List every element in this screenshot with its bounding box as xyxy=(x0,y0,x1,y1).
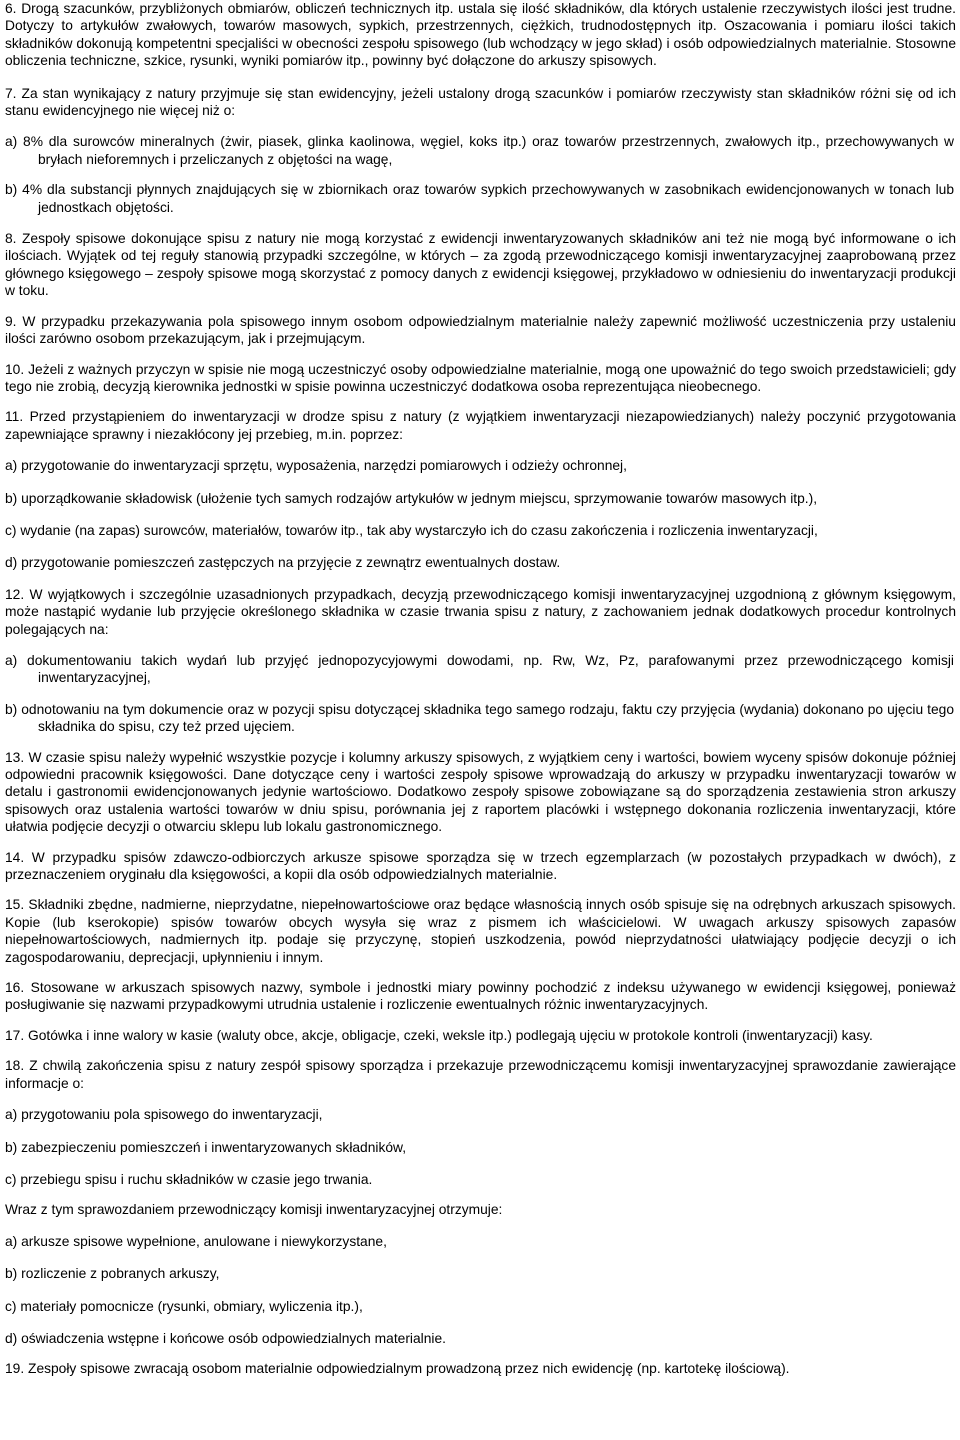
paragraph-12-item-b: b) odnotowaniu na tym dokumencie oraz w pozycji spisu dotyczącej składnika tego samego rodzaju, faktu czy przyjęcia (wydania) dokonano po ujęciu tego składnika do spisu, czy też przed ujęciem. xyxy=(5,701,954,735)
paragraph-11-item-b: b) uporządkowanie składowisk (ułożenie tych samych rodzajów artykułów w jednym miejscu, sprzymowanie towarów masowych itp.), xyxy=(5,490,818,506)
paragraph-18-received-item-c: c) materiały pomocnicze (rysunki, obmiary, wyliczenia itp.), xyxy=(5,1298,363,1314)
paragraph-7-item-a: a) 8% dla surowców mineralnych (żwir, piasek, glinka kaolinowa, węgiel, koks itp.) oraz towarów przestrzennych, zwałowych itp., przechowywanych w bryłach nieforemnych i przeliczanych z objętości na wagę, xyxy=(5,134,954,167)
paragraph-18-received-item-b: b) rozliczenie z pobranych arkuszy, xyxy=(5,1266,220,1282)
paragraph-11-item-c: c) wydanie (na zapas) surowców, materiałów, towarów itp., tak aby wystarczyło ich do czasu zakończenia i rozliczenia inwentaryzacji, xyxy=(5,522,818,538)
paragraph-16: 16. Stosowane w arkuszach spisowych nazwy, symbole i jednostki miary powinny pochodzić z indeksu używanego w ewidencji księgowej, ponieważ posługiwanie się nazwami przypadkowymi utrudnia ustalenie i rozliczenie ewentualnych różnic inwentaryzacyjnych. xyxy=(5,980,956,1013)
paragraph-18-item-c: c) przebiegu spisu i ruchu składników w czasie jego trwania. xyxy=(5,1171,373,1187)
paragraph-18-item-a: a) przygotowaniu pola spisowego do inwentaryzacji, xyxy=(5,1107,323,1123)
paragraph-18-item-b: b) zabezpieczeniu pomieszczeń i inwentaryzowanych składników, xyxy=(5,1139,407,1155)
paragraph-9: 9. W przypadku przekazywania pola spisowego innym osobom odpowiedzialnym materialnie należy zapewnić możliwość uczestniczenia przy ustaleniu ilości zarówno osobom przekazującym, jak i przejmującym. xyxy=(5,313,956,347)
paragraph-15: 15. Składniki zbędne, nadmierne, nieprzydatne, niepełnowartościowe oraz będące własnością innych osób spisuje się na odrębnych arkuszach spisowych. Kopie (lub kserokopie) spisów towarów obcych wysyła się wraz z pismem ich właścicielowi. W uwagach arkuszy spisowych zapasów niepełnowartościowych, nadmiernych itp. podaje się przyczynę, stopień uszkodzenia, powód nieprzydatności ułatwiający podjęcie decyzji o ich zagospodarowaniu, deprecjacji, upłynnieniu i innym. xyxy=(5,897,956,965)
paragraph-11-item-d: d) przygotowanie pomieszczeń zastępczych na przyjęcie z zewnątrz ewentualnych dostaw. xyxy=(5,555,561,571)
paragraph-8: 8. Zespoły spisowe dokonujące spisu z natury nie mogą korzystać z ewidencji inwentaryzowanych składników ani też nie mogą być informowane o ich ilościach. Wyjątek od tej reguły stanowią przypadki szczególne, w których – za zgodą przewodniczącego komisji inwentaryzacyjnej zaaprobowaną przez głównego księgowego – zespoły spisowe mogą skorzystać z pomocy danych z ewidencji księgowej, przykładowo w odniesieniu do inwentaryzacji produkcji w toku. xyxy=(5,231,956,299)
paragraph-10: 10. Jeżeli z ważnych przyczyn w spisie nie mogą uczestniczyć osoby odpowiedzialne materialnie, mogą one upoważnić do tego swoich przedstawicieli; gdy tego nie zrobią, decyzją kierownika jednostki w spisie powinna uczestniczyć dodatkowa osoba reprezentująca nieobecnego. xyxy=(5,361,956,394)
paragraph-11: 11. Przed przystąpieniem do inwentaryzacji w drodze spisu z natury (z wyjątkiem inwentaryzacji niezapowiedzianych) należy poczynić przygotowania zapewniające sprawny i niezakłócony jej przebieg, m.in. poprzez: xyxy=(5,409,956,442)
paragraph-7: 7. Za stan wynikający z natury przyjmuje się stan ewidencyjny, jeżeli ustalony drogą szacunków i pomiarów rzeczywisty stan składników różni się od ich stanu ewidencyjnego nie więcej niż o: xyxy=(5,85,956,119)
paragraph-18-received-item-d: d) oświadczenia wstępne i końcowe osób odpowiedzialnych materialnie. xyxy=(5,1330,446,1346)
paragraph-19: 19. Zespoły spisowe zwracają osobom materialnie odpowiedzialnym prowadzoną przez nich ewidencję (np. kartotekę ilościową). xyxy=(5,1361,790,1377)
paragraph-12-item-a: a) dokumentowaniu takich wydań lub przyjęć jednopozycyjowymi dowodami, np. Rw, Wz, Pz, parafowanymi przez przewodniczącego komisji inwentaryzacyjnej, xyxy=(5,652,954,686)
paragraph-6: 6. Drogą szacunków, przybliżonych obmiarów, obliczeń technicznych itp. ustala się ilość składników, dla których ustalenie rzeczywistych ilości jest trudne. Dotyczy to artykułów zwałowych, towarów masowych, sypkich, przestrzennych, ciężkich, trudnodostępnych itp. Oszacowania i pomiaru ilości takich składników dokonują kompetentni specjaliści w obecności zespołu spisowego (lub wchodzący w jego skład) i osób odpowiedzialnych materialnie. Stosowne obliczenia techniczne, szkice, rysunki, wyniki pomiarów itp., powinny być dołączone do arkuszy spisowych. xyxy=(5,1,956,69)
paragraph-13: 13. W czasie spisu należy wypełnić wszystkie pozycje i kolumny arkuszy spisowych, z wyjątkiem ceny i wartości, bowiem wyceny spisów dokonuje później odpowiedni pracownik księgowości. Dane dotyczące ceny i wartości zespoły spisowe wprowadzają do arkuszy w przypadku inwentaryzacji towarów w detalu i gastronomii ewidencjonowanych jedynie wartościowo. Dodatkowo zespoły spisowe zobowiązane są do sporządzenia zestawienia stron arkuszy spisowych oraz ustalenia wartości towarów w dniu spisu, porównania jej z raportem placówki i wstępnego dokonania rozliczenia inwentaryzacji, które ułatwia podjęcie decyzji o otwarciu sklepu lub lokalu gastronomicznego. xyxy=(5,749,956,835)
paragraph-18-followup: Wraz z tym sprawozdaniem przewodniczący komisji inwentaryzacyjnej otrzymuje: xyxy=(5,1202,503,1218)
paragraph-18: 18. Z chwilą zakończenia spisu z natury zespół spisowy sporządza i przekazuje przewodniczącemu komisji inwentaryzacyjnej sprawozdanie zawierające informacje o: xyxy=(5,1058,956,1091)
paragraph-18-received-item-a: a) arkusze spisowe wypełnione, anulowane i niewykorzystane, xyxy=(5,1233,387,1249)
paragraph-12: 12. W wyjątkowych i szczególnie uzasadnionych przypadkach, decyzją przewodniczącego komisji inwentaryzacyjnej uzgodnioną z głównym księgowym, może nastąpić wydanie lub przyjęcie określonego składnika w czasie trwania spisu z natury, z zachowaniem jednak dodatkowych procedur kontrolnych polegających na: xyxy=(5,586,956,637)
paragraph-11-item-a: a) przygotowanie do inwentaryzacji sprzętu, wyposażenia, narzędzi pomiarowych i odzieży ochronnej, xyxy=(5,458,627,474)
paragraph-14: 14. W przypadku spisów zdawczo-odbiorczych arkusze spisowe sporządza się w trzech egzemplarzach (w pozostałych przypadkach w dwóch), z przeznaczeniem oryginału dla księgowości, a kopii dla osób odpowiedzialnych materialnie. xyxy=(5,849,956,883)
paragraph-17: 17. Gotówka i inne walory w kasie (waluty obce, akcje, obligacje, czeki, weksle itp.) podlegają ujęciu w protokole kontroli (inwentaryzacji) kasy. xyxy=(5,1027,873,1043)
paragraph-7-item-b: b) 4% dla substancji płynnych znajdujących się w zbiornikach oraz towarów sypkich przechowywanych w zasobnikach ewidencjonowanych w tonach lub jednostkach objętości. xyxy=(5,182,954,215)
